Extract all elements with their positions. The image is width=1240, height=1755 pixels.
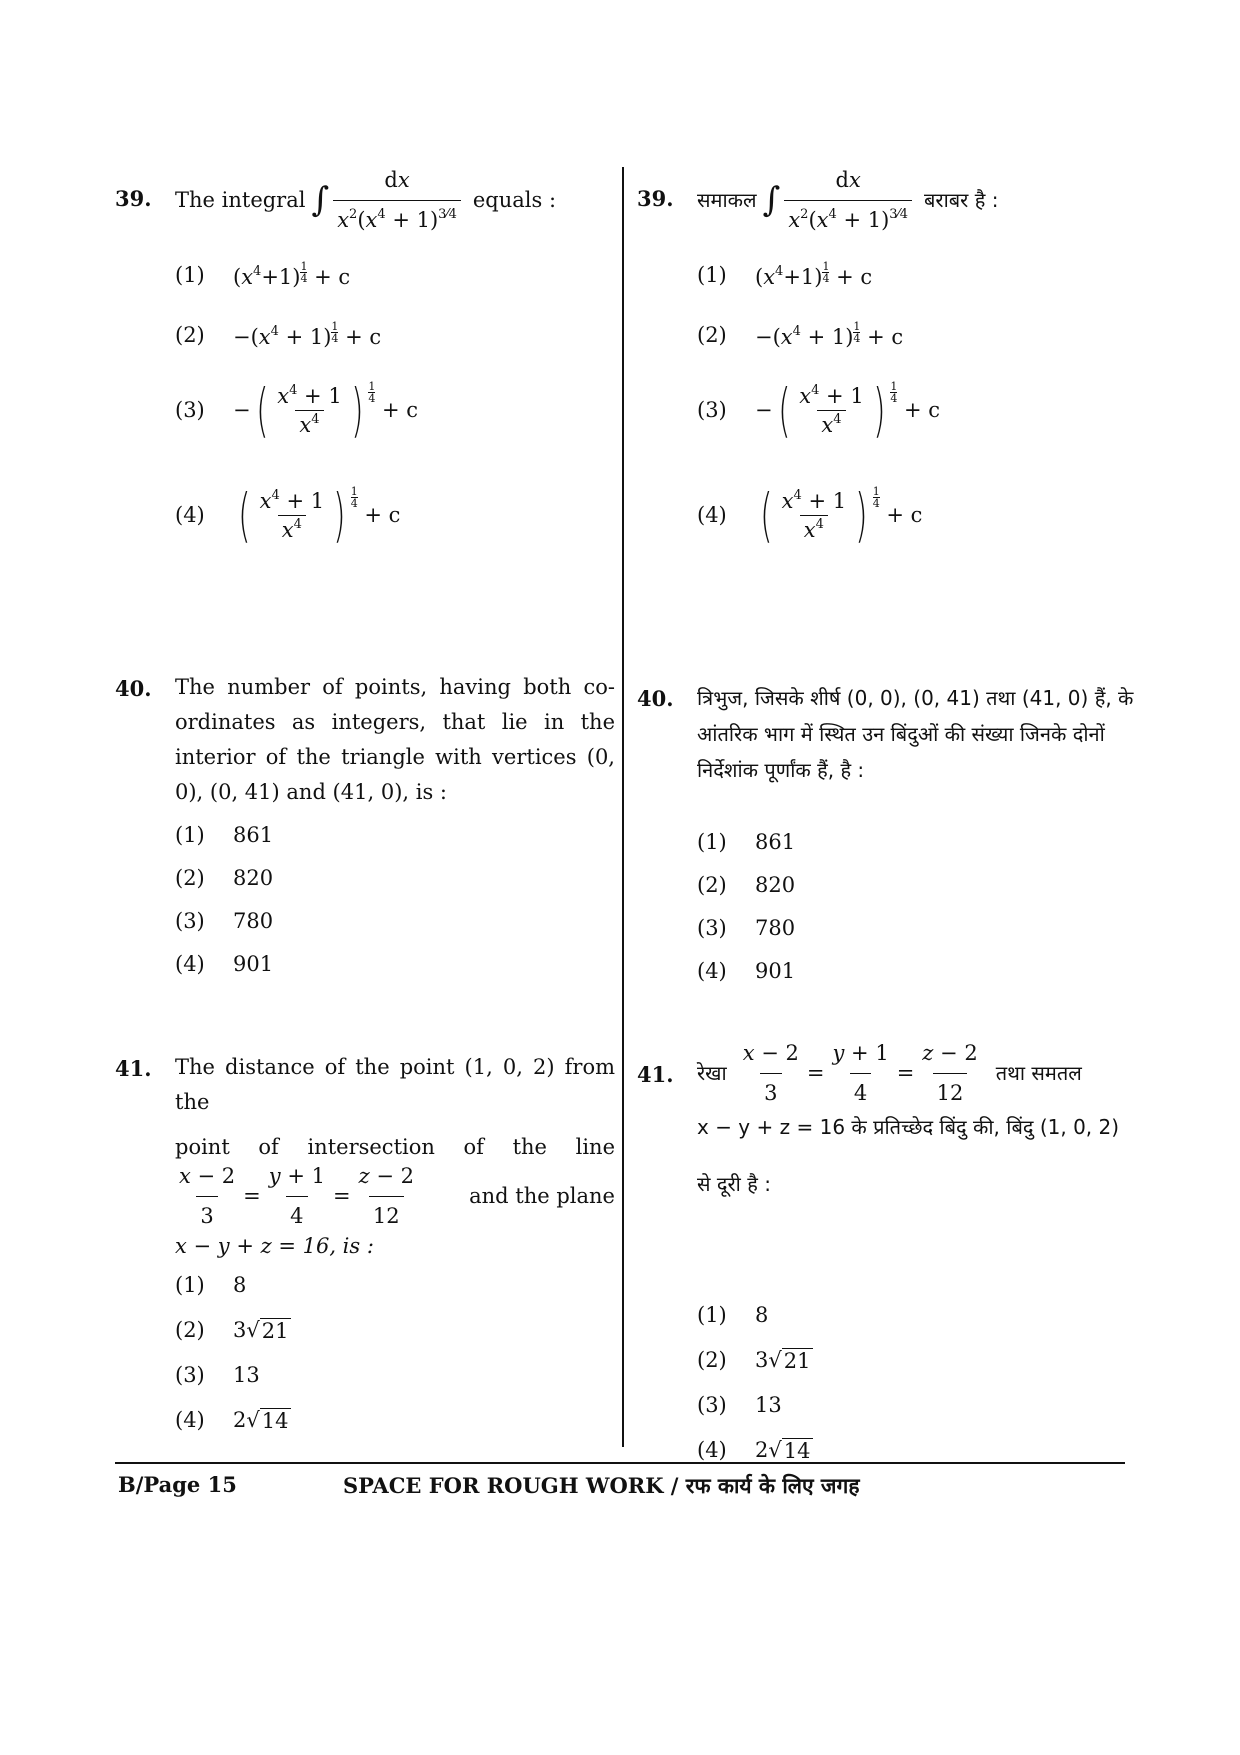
option-1[interactable]: (1) 861	[697, 830, 796, 854]
page-number: B/Page 15	[118, 1472, 237, 1497]
option-4[interactable]: (4) ( $\frac{x^4 + 1}{x^4}$ ) 1 4 + c	[697, 481, 923, 549]
option-4[interactable]: (4) ( $\frac{x^4 + 1}{x^4}$ ) 1 4 + c	[175, 481, 401, 549]
option-3[interactable]: (3) 780	[697, 916, 796, 940]
integral-expression: ∫ $\frac{dx}{x^2(x^4 + 1)^{3⁄4}}$	[763, 163, 916, 238]
option-3[interactable]: (3) − ( $\frac{x^4 + 1}{x^4}$ ) 1 4 + c	[697, 376, 941, 444]
column-divider	[622, 167, 624, 1447]
question-number: 41.	[115, 1056, 152, 1081]
footer-rule	[115, 1462, 1125, 1464]
option-1[interactable]: (1) 8	[175, 1273, 247, 1297]
question-number: 40.	[637, 686, 674, 711]
question-stem: रेखा $\frac{x - 2}{3}$ = $\frac{y + 1}{4}$ = $\frac{z - 2}{12}$ तथा समतल x − y + z = 16 के प्रतिच्छेद बिंदु की, बिंदु (1, 0, 2) से दूरी है :	[697, 1040, 1137, 1202]
option-1[interactable]: (1) 8	[697, 1303, 769, 1327]
question-number: 41.	[637, 1062, 674, 1087]
question-stem: The number of points, having both co-ordinates as integers, that lie in the interior of the triangle with vertices (0, 0), (0, 41) and (41, 0), is :	[175, 675, 615, 804]
integral-expression: ∫ $\frac{dx}{x^2(x^4 + 1)^{3⁄4}}$	[311, 163, 464, 238]
option-4[interactable]: (4) 2√ 14	[697, 1437, 811, 1463]
question-stem	[175, 167, 615, 232]
option-2[interactable]: (2) $-(x^4 + 1)$ $\frac{1}{4}$ + c	[697, 320, 904, 349]
option-3[interactable]: (3) 780	[175, 909, 274, 933]
rough-work-label: SPACE FOR ROUGH WORK / रफ कार्य के लिए जगह	[343, 1473, 860, 1498]
option-2[interactable]: (2) 820	[175, 866, 274, 890]
option-1[interactable]: (1) $(x^4+1)$ $\frac{1}{4}$ + c	[697, 260, 873, 289]
option-1[interactable]: (1) $(x^4+1)$ $\frac{1}{4}$ + c	[175, 260, 351, 289]
stem-text-end: equals :	[472, 187, 557, 212]
option-4[interactable]: (4) 901	[175, 952, 274, 976]
option-3[interactable]: (3) 13	[175, 1363, 260, 1387]
option-2[interactable]: (2) $-(x^4 + 1)$ $\frac{1}{4}$ + c	[175, 320, 382, 349]
stem-text: The integral	[175, 187, 306, 212]
question-stem: समाकल ∫ $\frac{dx}{x^2(x^4 + 1)^{3⁄4}}$ बराबर है :	[697, 170, 1137, 230]
option-4[interactable]: (4) 901	[697, 959, 796, 983]
question-number: 39.	[115, 186, 152, 211]
question-number: 40.	[115, 676, 152, 701]
line-equation: रेखा $\frac{x - 2}{3}$ = $\frac{y + 1}{4}$ = $\frac{z - 2}{12}$ तथा समतल	[697, 1040, 1137, 1106]
option-3[interactable]: (3) − ( $\frac{x^4 + 1}{x^4}$ ) 1 4 + c	[175, 376, 419, 444]
question-number: 39.	[637, 186, 674, 211]
option-2[interactable]: (2) 3√ 21	[697, 1347, 811, 1373]
question-stem: The distance of the point (1, 0, 2) from the point of intersection of the line $\frac{x - 2}{3}$ = $\frac{y + 1}{4}$ = $\frac{z - 2}{12}$ and the plane x − y + z = 16, is :	[175, 1055, 615, 1258]
option-3[interactable]: (3) 13	[697, 1393, 782, 1417]
option-1[interactable]: (1) 861	[175, 823, 274, 847]
line-equation: $\frac{x - 2}{3}$ = $\frac{y + 1}{4}$ = $\frac{z - 2}{12}$ and the plane	[175, 1165, 615, 1227]
option-2[interactable]: (2) 820	[697, 873, 796, 897]
question-stem: त्रिभुज, जिसके शीर्ष (0, 0), (0, 41) तथा (41, 0) हैं, के आंतरिक भाग में स्थित उन बिंदुओं की संख्या जिनके दोनों निर्देशांक पूर्णांक हैं, है :	[697, 686, 1134, 782]
option-2[interactable]: (2) 3√ 21	[175, 1317, 289, 1343]
option-4[interactable]: (4) 2√ 14	[175, 1407, 289, 1433]
